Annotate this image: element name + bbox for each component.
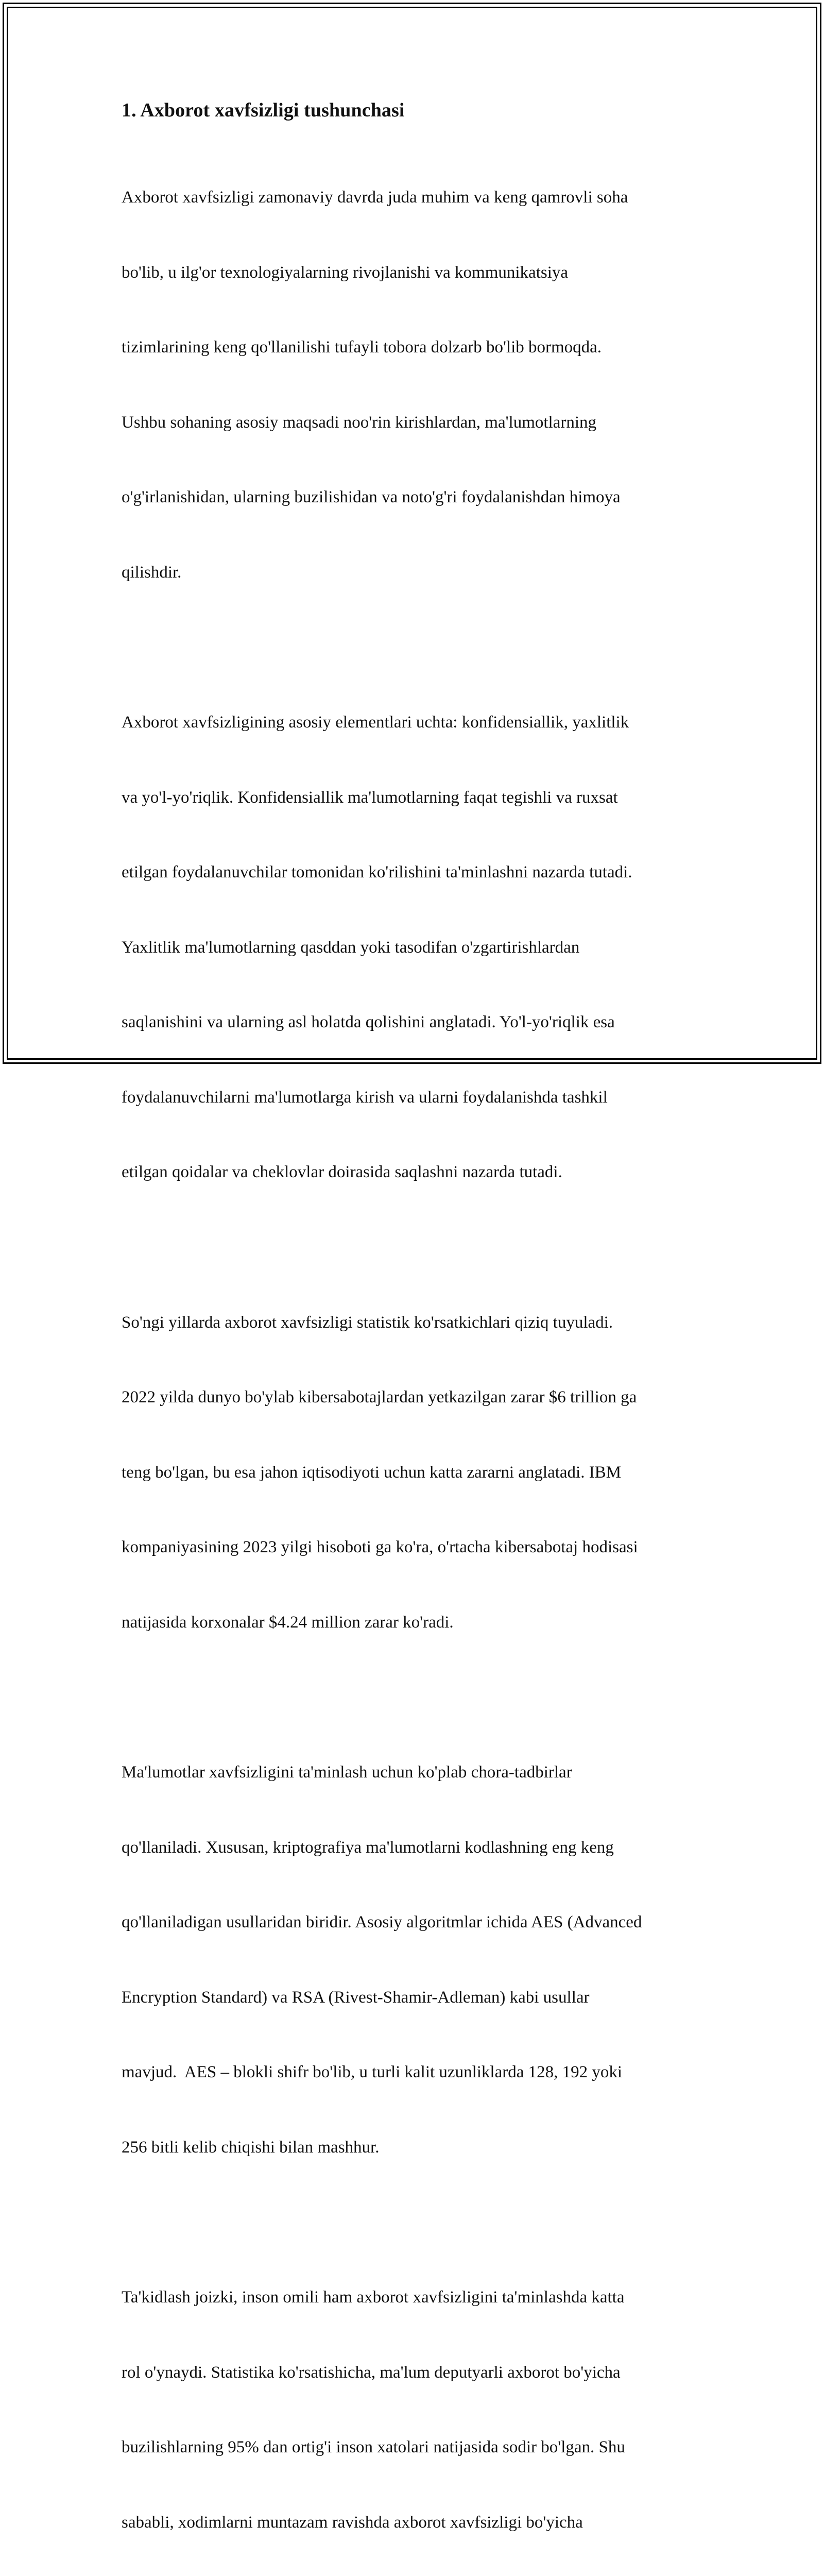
text-line: Yaxlitlik ma'lumotlarning qasddan yoki tasodifan o'zgartirishlardan — [122, 938, 580, 957]
paragraph-statistics — [122, 1260, 709, 1685]
text-line: qilishdir. — [122, 563, 182, 582]
text-line: Ushbu sohaning asosiy maqsadi noo'rin kirishlardan, ma'lumotlarning — [122, 413, 597, 432]
text-line: tizimlarining keng qo'llanilishi tufayli tobora dolzarb bo'lib bormoqda. — [122, 338, 602, 357]
text-line: Ta'kidlash joizki, inson omili ham axborot xavfsizligini ta'minlashda katta — [122, 2288, 625, 2307]
text-line: rol o'ynaydi. Statistika ko'rsatishicha, ma'lum deputyarli axborot bo'yicha — [122, 2363, 621, 2382]
paragraph-elements — [122, 660, 709, 1235]
paragraph-cryptography — [122, 1710, 709, 2210]
document-body — [122, 97, 709, 2576]
text-line: buzilishlarning 95% dan ortig'i inson xatolari natijasida sodir bo'lgan. Shu — [122, 2438, 625, 2456]
text-line: So'ngi yillarda axborot xavfsizligi statistik ko'rsatkichlari qiziq tuyuladi. — [122, 1313, 613, 1332]
text-line: Encryption Standard) va RSA (Rivest-Shamir-Adleman) kabi usullar — [122, 1988, 590, 2007]
text-line: bo'lib, u ilg'or texnologiyalarning rivojlanishi va kommunikatsiya — [122, 263, 569, 282]
text-line: kompaniyasining 2023 yilgi hisoboti ga ko'ra, o'rtacha kibersabotaj hodisasi — [122, 1538, 638, 1556]
text-line: etilgan foydalanuvchilar tomonidan ko'rilishini ta'minlashni nazarda tutadi. — [122, 863, 632, 882]
section-heading: 1. Axborot xavfsizligi tushunchasi — [122, 99, 405, 121]
text-line: 2022 yilda dunyo bo'ylab kibersabotajlardan yetkazilgan zarar $6 trillion ga — [122, 1388, 637, 1406]
text-line: Ma'lumotlar xavfsizligini ta'minlash uchun ko'plab chora-tadbirlar — [122, 1763, 572, 1782]
text-line: qo'llaniladi. Xususan, kriptografiya ma'lumotlarni kodlashning eng keng — [122, 1838, 614, 1857]
text-line: mavjud. AES – blokli shifr bo'lib, u turli kalit uzunliklarda 128, 192 yoki — [122, 2063, 623, 2081]
text-line: Axborot xavfsizligining asosiy elementlari uchta: konfidensiallik, yaxlitlik — [122, 713, 629, 732]
paragraph-intro — [122, 135, 709, 635]
text-line: Axborot xavfsizligi zamonaviy davrda juda muhim va keng qamrovli soha — [122, 188, 628, 207]
text-line: qo'llaniladigan usullaridan biridir. Asosiy algoritmlar ichida AES (Advanced — [122, 1913, 642, 1931]
text-line: etilgan qoidalar va cheklovlar doirasida saqlashni nazarda tutadi. — [122, 1163, 562, 1181]
paragraph-human-factor — [122, 2235, 709, 2576]
text-line: o'g'irlanishidan, ularning buzilishidan va noto'g'ri foydalanishdan himoya — [122, 488, 621, 506]
text-line: saqlanishini va ularning asl holatda qolishini anglatadi. Yo'l-yo'riqlik esa — [122, 1013, 615, 1031]
text-line: teng bo'lgan, bu esa jahon iqtisodiyoti uchun katta zararni anglatadi. IBM — [122, 1463, 622, 1482]
text-line: 256 bitli kelib chiqishi bilan mashhur. — [122, 2138, 380, 2157]
text-line: va yo'l-yo'riqlik. Konfidensiallik ma'lumotlarning faqat tegishli va ruxsat — [122, 788, 618, 807]
text-line: sababli, xodimlarni muntazam ravishda axborot xavfsizligi bo'yicha — [122, 2513, 583, 2532]
text-line: foydalanuvchilarni ma'lumotlarga kirish va ularni foydalanishda tashkil — [122, 1088, 608, 1107]
text-line: natijasida korxonalar $4.24 million zarar ko'radi. — [122, 1613, 454, 1632]
